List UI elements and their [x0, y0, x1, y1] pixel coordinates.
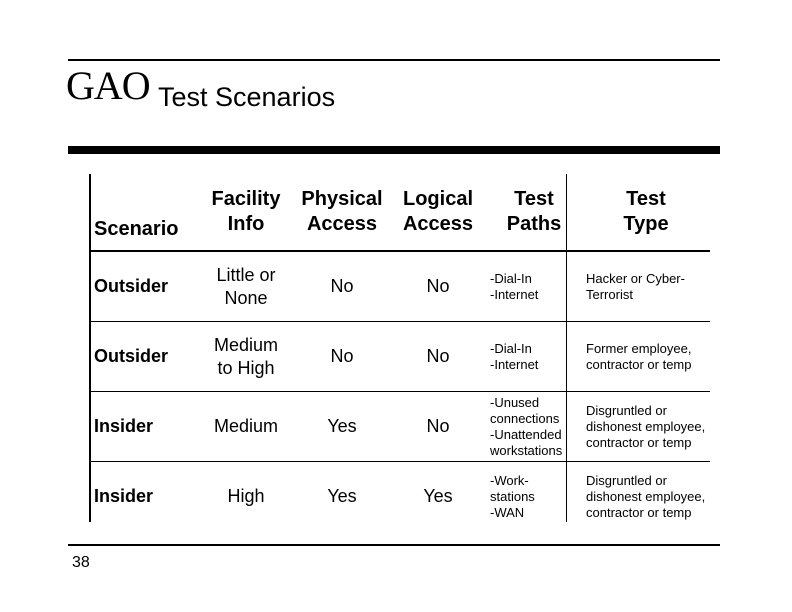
page-number: 38 [72, 554, 90, 571]
cell-test-type: Hacker or Cyber- Terrorist [586, 270, 685, 302]
table-row [90, 251, 710, 322]
cell-scenario: Outsider [90, 322, 198, 392]
header-physical-access: Physical Access [294, 174, 390, 251]
cell-logical-access: No [390, 322, 486, 392]
table-row [90, 462, 710, 532]
header-facility-info: Facility Info [198, 174, 294, 251]
cell-scenario: Outsider [94, 276, 169, 296]
cell-test-paths: -Dial-In -Internet [486, 322, 582, 392]
cell-test-type: Disgruntled or dishonest employee, contractor or temp [582, 462, 710, 532]
test-scenarios-table [90, 174, 710, 531]
gao-logo: GAO [66, 63, 150, 108]
cell-scenario: Insider [90, 462, 198, 532]
header-test-paths: Test Paths [486, 174, 582, 251]
cell-test-paths: -Unused connections -Unattended workstations [486, 392, 582, 462]
header-scenario: Scenario [90, 174, 198, 251]
cell-facility-info: Little or None [216, 264, 276, 308]
cell-test-paths: -Dial-In -Internet [490, 270, 539, 302]
table-row [90, 392, 710, 462]
cell-scenario: Insider [90, 392, 198, 462]
cell-physical-access: Yes [294, 392, 390, 462]
top-rule [68, 59, 720, 61]
cell-facility-info: High [198, 462, 294, 532]
page-title: Test Scenarios [158, 82, 336, 112]
cell-physical-access: No [330, 276, 354, 296]
cell-logical-access: No [390, 392, 486, 462]
cell-facility-info: Medium [198, 392, 294, 462]
table-header-row [90, 174, 710, 251]
table-row [90, 322, 710, 392]
cell-physical-access: Yes [294, 462, 390, 532]
header-test-type: Test Type [582, 174, 710, 251]
header-logical-access: Logical Access [390, 174, 486, 251]
bottom-rule [68, 544, 720, 546]
cell-test-paths: -Work- stations -WAN [486, 462, 582, 532]
cell-test-type: Disgruntled or dishonest employee, contractor or temp [582, 392, 710, 462]
cell-physical-access: No [294, 322, 390, 392]
cell-facility-info: Medium to High [198, 322, 294, 392]
cell-logical-access: No [426, 276, 450, 296]
title-rule [68, 146, 720, 154]
cell-test-type: Former employee, contractor or temp [582, 322, 710, 392]
cell-logical-access: Yes [390, 462, 486, 532]
